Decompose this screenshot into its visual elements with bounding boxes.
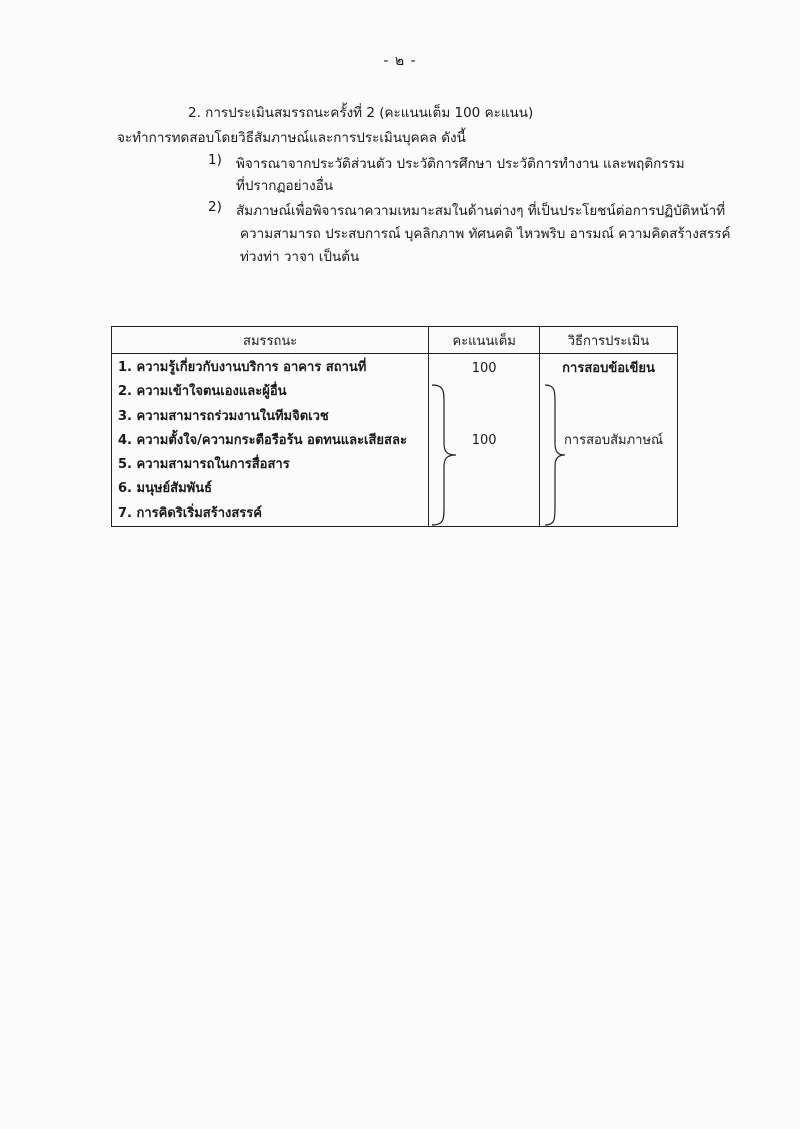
score-cell	[429, 354, 540, 527]
intro-text: จะทำการทดสอบโดยวิธีสัมภาษณ์และการประเมินบุคคล ดังนี้	[117, 130, 466, 146]
section-heading: 2. การประเมินสมรรถนะครั้งที่ 2 (คะแนนเต็ม 100 คะแนน)	[188, 105, 534, 121]
competency-item: 2. ความเข้าใจตนเองและผู้อื่น	[118, 384, 287, 400]
competency-list	[112, 354, 429, 527]
page-number: - ๒ -	[383, 53, 417, 69]
right-brace-icon	[430, 383, 470, 528]
competency-item: 3. ความสามารถร่วมงานในทีมจิตเวช	[118, 408, 329, 424]
competency-item: 7. การคิดริเริ่มสร้างสรรค์	[118, 505, 262, 521]
interview-score: 100	[471, 433, 497, 448]
competency-item: 6. มนุษย์สัมพันธ์	[118, 481, 213, 497]
competency-item: 4. ความตั้งใจ/ความกระตือรือร้น อดทนและเสียสละ	[118, 432, 407, 448]
written-method: การสอบข้อเขียน	[562, 361, 655, 376]
header-competency: สมรรถนะ	[112, 327, 429, 354]
criterion-1-line-2: ที่ปรากฏอย่างอื่น	[236, 178, 334, 194]
competency-item: 1. ความรู้เกี่ยวกับงานบริการ อาคาร สถานที่	[118, 360, 367, 375]
criterion-2-line-2: ความสามารถ ประสบการณ์ บุคลิกภาพ ทัศนคติ ไหวพริบ อารมณ์ ความคิดสร้างสรรค์	[240, 226, 731, 242]
criterion-1-line-1: พิจารณาจากประวัติส่วนตัว ประวัติการศึกษา ประวัติการทำงาน และพฤติกรรม	[236, 156, 685, 172]
table-header-row	[112, 327, 678, 354]
table-body-row	[112, 354, 678, 527]
method-cell	[540, 354, 678, 527]
criterion-2-line-1: สัมภาษณ์เพื่อพิจารณาความเหมาะสมในด้านต่างๆ ที่เป็นประโยชน์ต่อการปฏิบัติหน้าที่	[236, 203, 726, 219]
criterion-1-number: 1)	[208, 152, 222, 168]
right-brace-icon	[543, 383, 573, 528]
competency-table	[111, 326, 678, 527]
written-score: 100	[471, 361, 497, 376]
header-full-score: คะแนนเต็ม	[429, 327, 540, 354]
criterion-2-line-3: ท่วงท่า วาจา เป็นต้น	[240, 249, 360, 265]
interview-method: การสอบสัมภาษณ์	[563, 433, 664, 448]
criterion-2-number: 2)	[208, 199, 222, 215]
competency-item: 5. ความสามารถในการสื่อสาร	[118, 457, 290, 473]
header-method: วิธีการประเมิน	[540, 327, 678, 354]
